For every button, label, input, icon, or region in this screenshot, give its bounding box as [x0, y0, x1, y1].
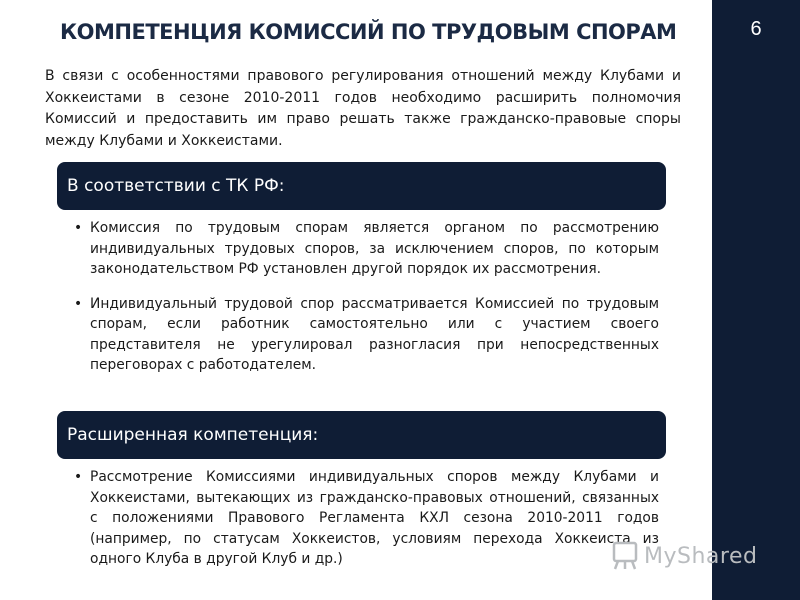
section-heading-extended	[57, 411, 666, 459]
list-item	[72, 467, 659, 570]
myshared-logo-icon	[612, 541, 638, 571]
bullet-dot: •	[74, 220, 83, 236]
bullet-text: Комиссия по трудовым спорам является органом по рассмотрению индивидуальных трудовых споров, за исключением споров, по которым законодательством РФ установлен другой порядок их рассмотрения.	[90, 220, 659, 277]
right-decor-band	[712, 0, 800, 600]
bullet-list-extended	[72, 467, 659, 570]
bullet-list-tk-rf	[72, 218, 659, 376]
slide-title: КОМПЕТЕНЦИЯ КОМИССИЙ ПО ТРУДОВЫМ СПОРАМ	[60, 20, 677, 44]
myshared-watermark	[612, 541, 757, 571]
intro-paragraph: В связи с особенностями правового регулирования отношений между Клубами и Хоккеистами в сезоне 2010-2011 годов необходимо расширить полномочия Комиссий и предоставить им право решать также гражданско-правовые споры между Клубами и Хоккеистами.	[45, 68, 681, 149]
section-heading-label: В соответствии с ТК РФ:	[67, 176, 285, 196]
list-item	[72, 218, 659, 280]
list-item	[72, 294, 659, 376]
watermark-text: MyShared	[644, 543, 758, 569]
bullet-text: Рассмотрение Комиссиями индивидуальных споров между Клубами и Хоккеистами, вытекающих из гражданско-правовых отношений, связанных с положениями Правового Регламента КХЛ сезона 2010-2011 годов (например, по статусам Хоккеистов, условиям перехода Хоккеиста из одного Клуба в другой Клуб и др.)	[90, 469, 659, 567]
section-heading-label: Расширенная компетенция:	[67, 425, 319, 445]
bullet-dot: •	[74, 295, 83, 312]
slide-number: 6	[750, 18, 762, 40]
bullet-text: Индивидуальный трудовой спор рассматривается Комиссией по трудовым спорам, если работник самостоятельно или с участием своего представителя не урегулировал разногласия при непосредственных переговорах с работодателем.	[90, 295, 659, 373]
bullet-dot: •	[74, 469, 83, 485]
section-heading-tk-rf	[57, 162, 666, 210]
